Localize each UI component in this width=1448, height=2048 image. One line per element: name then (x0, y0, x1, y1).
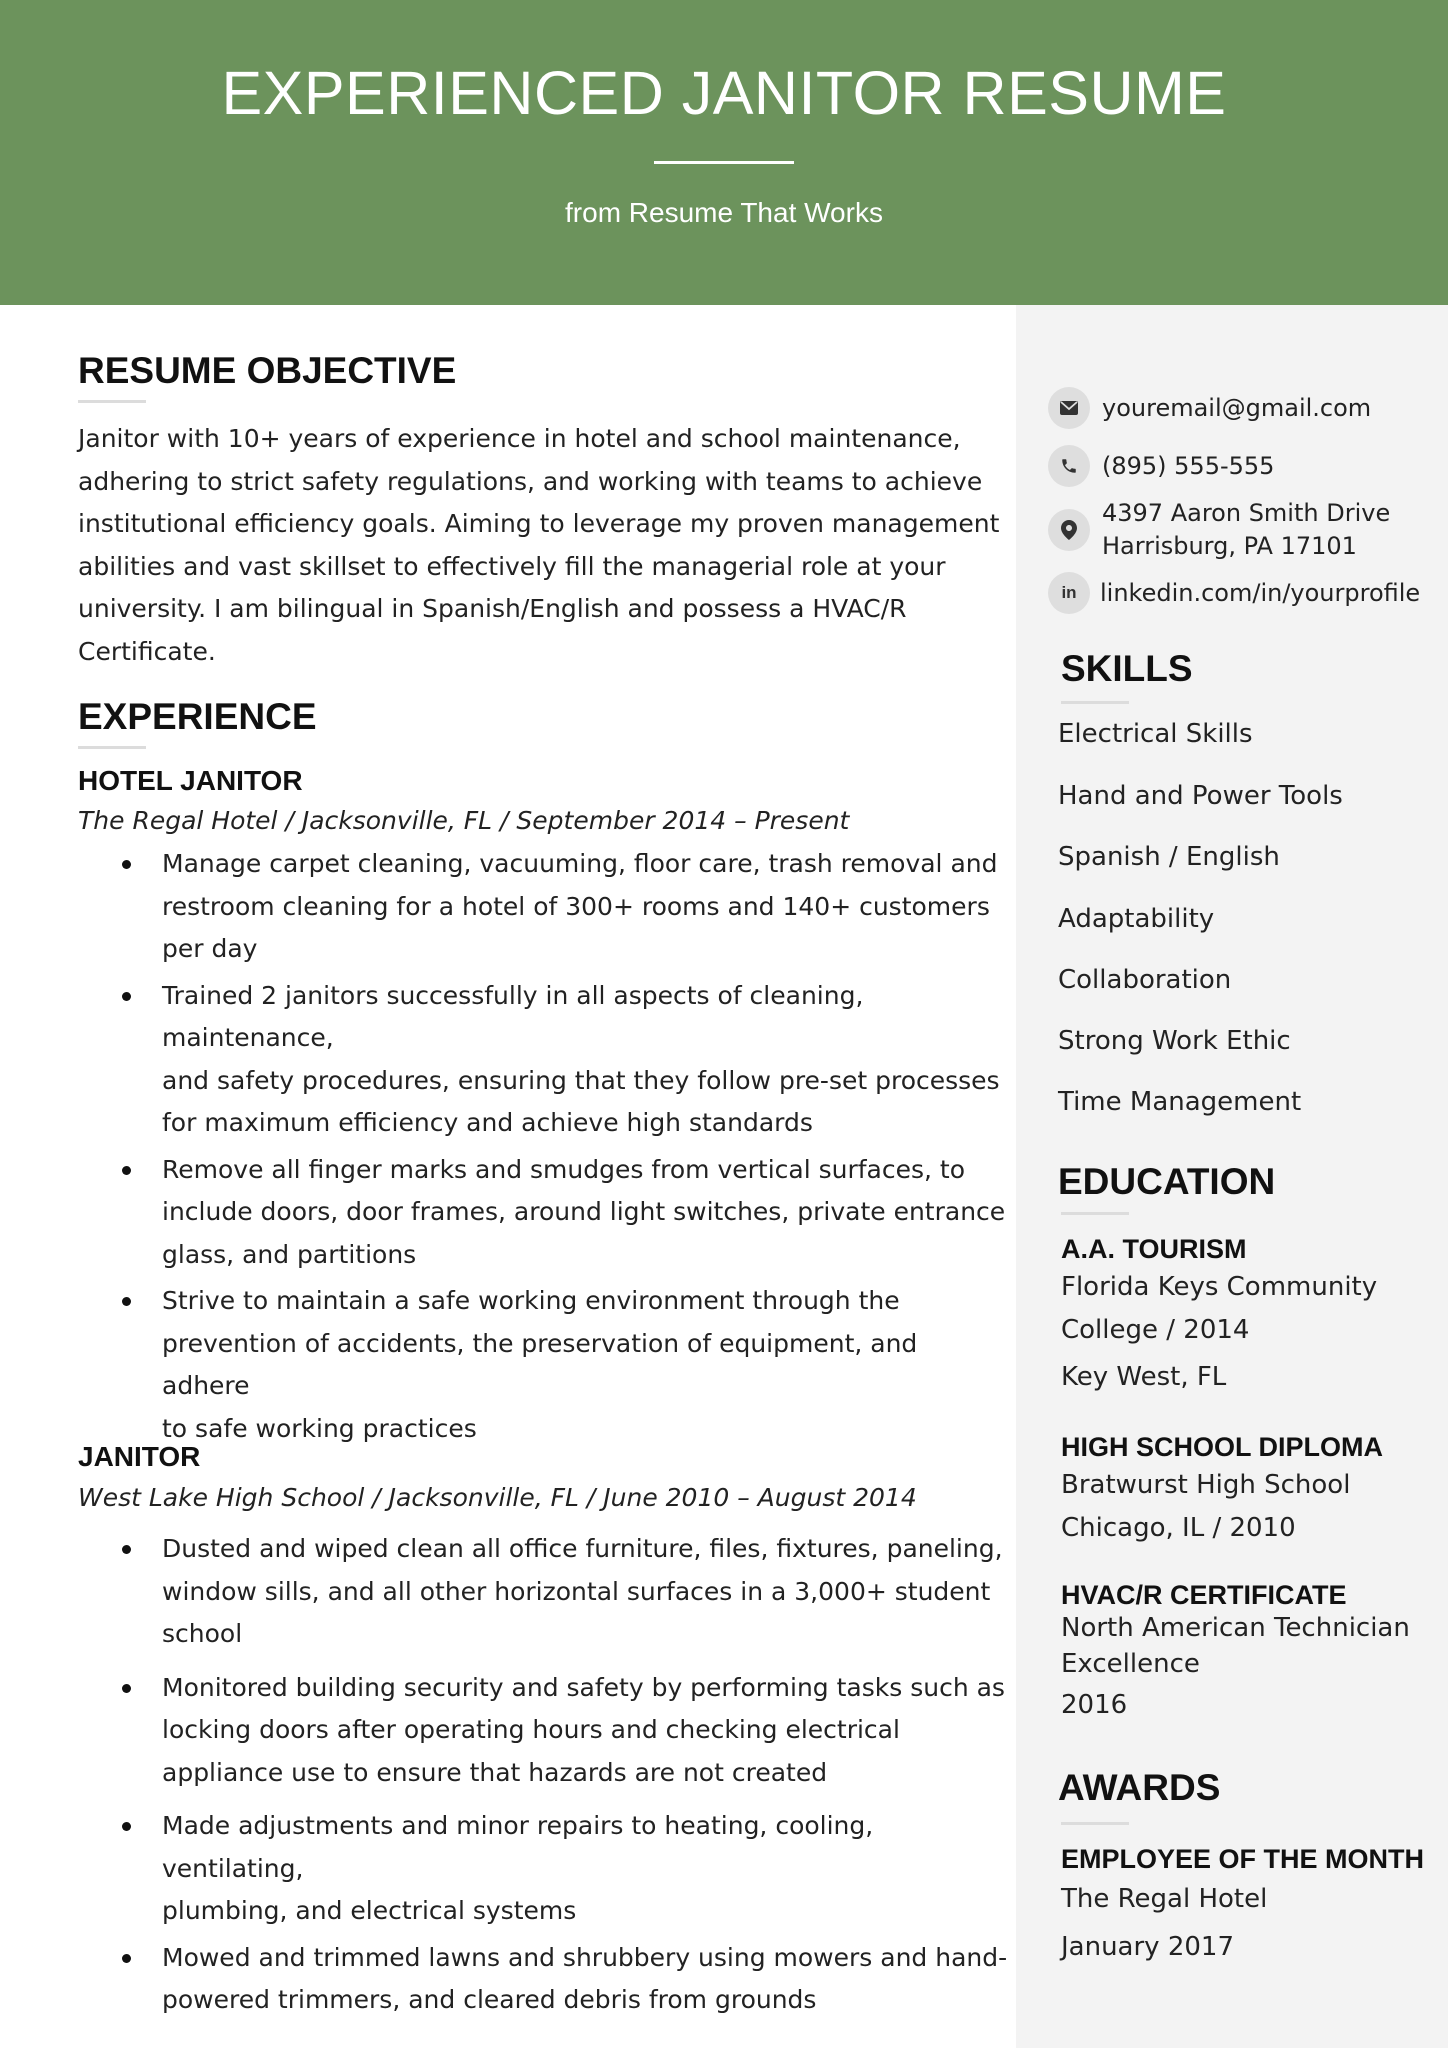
job-title: JANITOR (78, 1441, 201, 1472)
linkedin-icon (1048, 572, 1090, 614)
awards-heading-rule (1061, 1822, 1129, 1825)
experience-heading-rule (78, 746, 146, 749)
objective-line: institutional efficiency goals. Aiming to leverage my proven management (78, 509, 1000, 538)
bullet-line: to safe working practices (162, 1413, 477, 1443)
skill-item: Collaboration (1058, 965, 1232, 995)
bullet-line: include doors, door frames, around light switches, private entrance (162, 1197, 1006, 1226)
experience-heading: EXPERIENCE (78, 696, 317, 737)
bullet-line: Remove all finger marks and smudges from vertical surfaces, to (162, 1154, 966, 1184)
award-line: January 2017 (1061, 1932, 1234, 1962)
skill-item: Strong Work Ethic (1058, 1026, 1291, 1056)
job-bullet (78, 1805, 1008, 1933)
bullet-line: Strive to maintain a safe working environment through the (162, 1286, 900, 1315)
bullet-line: plumbing, and electrical systems (162, 1896, 577, 1925)
education-line: 2016 (1061, 1690, 1128, 1720)
job-bullet (78, 843, 1008, 971)
bullet-line: locking doors after operating hours and checking electrical (162, 1715, 900, 1744)
contact-phone (1048, 445, 1274, 487)
job-bullet (78, 1528, 1008, 1656)
skills-heading-rule (1061, 701, 1129, 704)
job-bullets (78, 1528, 1008, 2022)
contact-phone-text[interactable]: (895) 555-555 (1102, 451, 1275, 480)
education-line: Bratwurst High School (1061, 1470, 1351, 1500)
contact-address (1048, 497, 1390, 563)
education-title: A.A. TOURISM (1061, 1234, 1247, 1264)
job-meta: West Lake High School / Jacksonville, FL / June 2010 – August 2014 (78, 1483, 917, 1512)
objective-line: abilities and vast skillset to effectively fill the managerial role at your (78, 551, 946, 581)
header-divider (654, 161, 794, 164)
bullet-line: glass, and partitions (162, 1239, 417, 1269)
map-pin-icon (1048, 509, 1090, 551)
bullet-line: per day (162, 934, 258, 963)
bullet-line: Made adjustments and minor repairs to heating, cooling, ventilating, (162, 1811, 874, 1883)
education-line: College / 2014 (1061, 1315, 1250, 1345)
bullet-line: prevention of accidents, the preservation of equipment, and adhere (162, 1328, 918, 1400)
job-title: HOTEL JANITOR (78, 765, 303, 796)
bullet-line: school (162, 1619, 243, 1648)
award-line: The Regal Hotel (1061, 1884, 1268, 1914)
skill-item: Hand and Power Tools (1058, 781, 1343, 811)
envelope-icon (1048, 387, 1090, 429)
resume-title: EXPERIENCED JANITOR RESUME (221, 59, 1227, 127)
linkedin-icon-glyph: in (1061, 583, 1077, 602)
resume-subtitle: from Resume That Works (565, 197, 883, 228)
objective-text (78, 418, 1008, 673)
contact-linkedin (1048, 572, 1420, 614)
objective-line: university. I am bilingual in Spanish/English and possess a HVAC/R Certificate. (78, 594, 907, 666)
job-meta: The Regal Hotel / Jacksonville, FL / September 2014 – Present (78, 806, 850, 835)
job-bullet (78, 975, 1008, 1145)
education-heading: EDUCATION (1058, 1161, 1276, 1202)
bullet-line: Trained 2 janitors successfully in all aspects of cleaning, maintenance, (162, 980, 864, 1052)
job-bullet (78, 1667, 1008, 1795)
skill-item: Spanish / English (1058, 842, 1280, 872)
skills-heading: SKILLS (1061, 648, 1193, 689)
objective-heading-rule (78, 400, 146, 403)
address-line: Harrisburg, PA 17101 (1102, 532, 1357, 560)
bullet-line: Dusted and wiped clean all office furniture, files, fixtures, paneling, (162, 1534, 1003, 1563)
bullet-line: for maximum efficiency and achieve high standards (162, 1108, 813, 1137)
skill-item: Adaptability (1058, 904, 1215, 934)
education-title: HVAC/R CERTIFICATE (1061, 1580, 1347, 1610)
bullet-line: Monitored building security and safety by performing tasks such as (162, 1672, 1005, 1702)
skill-item: Time Management (1058, 1087, 1302, 1117)
education-line: Chicago, IL / 2010 (1061, 1513, 1296, 1543)
education-line: Excellence (1061, 1649, 1200, 1679)
bullet-line: Mowed and trimmed lawns and shrubbery using mowers and hand- (162, 1942, 1008, 1972)
award-title: EMPLOYEE OF THE MONTH (1061, 1844, 1425, 1874)
job-bullet (78, 1280, 1008, 1450)
contact-linkedin-text[interactable]: linkedin.com/in/yourprofile (1100, 578, 1421, 607)
education-title: HIGH SCHOOL DIPLOMA (1061, 1432, 1384, 1462)
header-banner (0, 0, 1448, 305)
contact-email (1048, 387, 1371, 429)
phone-icon (1048, 445, 1090, 487)
bullet-line: powered trimmers, and cleared debris from grounds (162, 1985, 817, 2014)
address-line: 4397 Aaron Smith Drive (1102, 499, 1391, 527)
education-line: North American Technician (1061, 1613, 1410, 1643)
education-line: Key West, FL (1061, 1362, 1227, 1392)
bullet-line: Manage carpet cleaning, vacuuming, floor care, trash removal and (162, 849, 998, 878)
contact-address-text (1102, 497, 1390, 563)
job-bullet (78, 1149, 1008, 1277)
job-bullet (78, 1937, 1008, 2022)
skill-item: Electrical Skills (1058, 719, 1253, 749)
education-heading-rule (1061, 1212, 1129, 1215)
bullet-line: appliance use to ensure that hazards are not created (162, 1757, 828, 1787)
bullet-line: and safety procedures, ensuring that they follow pre-set processes (162, 1065, 1000, 1095)
contact-email-text[interactable]: youremail@gmail.com (1102, 393, 1372, 422)
job-bullets (78, 843, 1008, 1450)
objective-line: adhering to strict safety regulations, and working with teams to achieve (78, 466, 983, 496)
bullet-line: restroom cleaning for a hotel of 300+ rooms and 140+ customers (162, 891, 990, 921)
awards-heading: AWARDS (1058, 1767, 1221, 1808)
education-line: Florida Keys Community (1061, 1272, 1378, 1302)
bullet-line: window sills, and all other horizontal surfaces in a 3,000+ student (162, 1576, 991, 1606)
objective-line: Janitor with 10+ years of experience in hotel and school maintenance, (78, 424, 961, 453)
objective-heading: RESUME OBJECTIVE (78, 350, 457, 391)
